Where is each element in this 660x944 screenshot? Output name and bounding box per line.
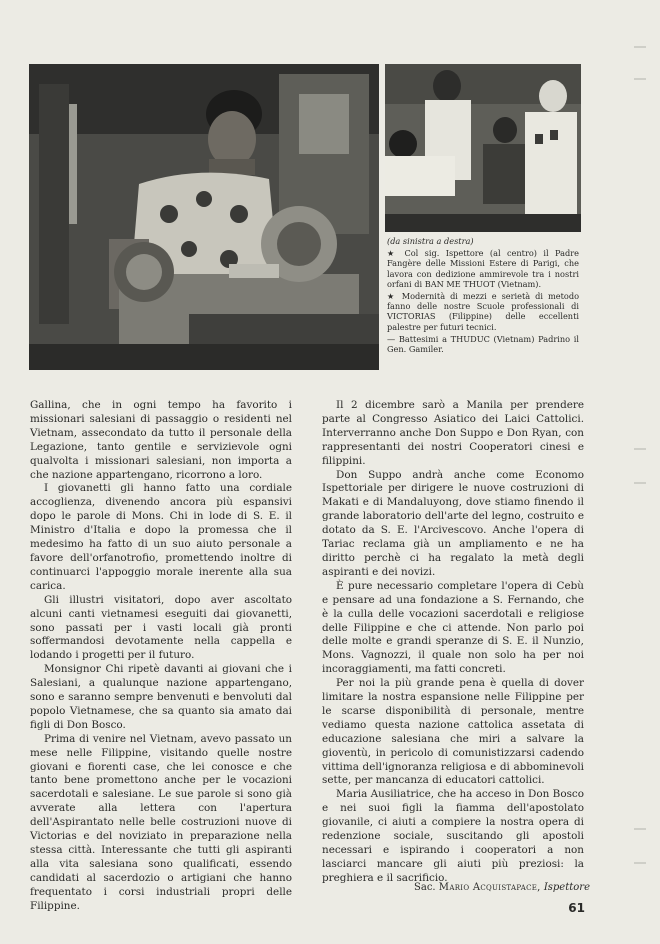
lathe-workshop-image — [29, 64, 379, 370]
edge-mark — [634, 448, 646, 450]
paragraph: Don Suppo andrà anche come Economo Ispettoriale per dirigere le nuove costruzioni di Makati e di Mandaluyong, dove stiamo finendo il grande laboratorio dell'arte del legno, costruito e dotato da S. E. l'Arcivescovo. Anche l'opera di Tariac reclama già un ampliamento e ne ha diritto perchè ci ha regalato la metà degli aspiranti e dei novizi. — [322, 468, 584, 578]
edge-mark — [634, 78, 646, 80]
signature-role: Ispettore — [543, 882, 590, 893]
paragraph: Monsignor Chi ripetè davanti ai giovani che i Salesiani, a qualunque nazione appartengano, sono e saranno sempre benvenuti e benvoluti dal popolo Vietnamese, che sa quanto sia amato dai figli di Don Bosco. — [30, 663, 292, 731]
paragraph: Per noi la più grande pena è quella di dover limitare la nostra espansione nelle Filippine per le scarse disponibilità di personale, mentre vediamo questa nazione cattolica assetata di educazione salesiana che miri a salvare la gioventù, in pericolo di comunistizzarsi cadendo vittima dell'ignoranza religiosa e di abbominevoli sette, per mancanza di educatori cattolici. — [322, 677, 584, 787]
author-signature — [390, 882, 590, 893]
caption-heading: (da sinistra a destra) — [387, 236, 474, 246]
edge-mark — [634, 828, 646, 830]
signature-name: Mario Acquistapace, — [438, 882, 541, 893]
article-column-right — [322, 399, 584, 886]
paragraph: Gallina, che in ogni tempo ha favorito i missionari salesiani di passaggio o residenti nel Vietnam, assecondato da tutto il personale della Legazione, tanto gentile e servizievole ogni qualvolta i missionari salesiani, non importa a che nazione appartengano, ricorrono a loro. — [30, 399, 292, 481]
article-column-left — [30, 399, 292, 914]
photo-lathe-worker — [29, 64, 379, 370]
photo-caption — [387, 236, 579, 368]
paragraph: Gli illustri visitatori, dopo aver ascoltato alcuni canti vietnamesi eseguiti dai giovanetti, sono passati per i vasti locali già pronti soffermandosi devotamente nella cappella e lodando i progetti per il futuro. — [30, 593, 292, 662]
paragraph: Prima di venire nel Vietnam, avevo passato un mese nelle Filippine, visitando quelle nostre giovani e fiorenti case, che lei conosce e che tanto bene promettono anche per le vocazioni sacerdotali e salesiane. Le sue parole si sono già avverate alla lettera con l'apertura dell'Aspirantato nelle belle costruzioni nuove di Victorias e del noviziato in preparazione nella stessa città. Interessante che tutti gli aspiranti alla vita salesiana sono qualificati, essendo candidati al sacerdozio o artigiani che hanno frequentato i corsi industriali propri delle Filippine. — [30, 732, 292, 912]
edge-mark — [634, 862, 646, 864]
signature-prefix: Sac. — [414, 882, 436, 893]
caption-item: ★ Modernità di mezzi e serietà di metodo fanno delle nostre Scuole professionali di VICTORIAS (Filippine) delle eccellenti palestre per futuri tecnici. — [387, 291, 579, 332]
caption-item: ★ Col sig. Ispettore (al centro) il Padre Fangère delle Missioni Estere di Parigi, che lavora con dedizione ammirevole tra i nostri orfani di BAN ME THUOT (Vietnam). — [387, 248, 579, 289]
paragraph: È pure necessario completare l'opera di Cebù e pensare ad una fondazione a S. Fernando, che è la culla delle vocazioni sacerdotali e religiose delle Filippine e che ci attende. Non parlo poi delle molte e grandi speranze di S. E. il Nunzio, Mons. Vagnozzi, il quale non solo ha per noi incoraggiamenti, ma fatti concreti. — [322, 579, 584, 676]
caption-item: — Battesimi a THUDUC (Vietnam) Padrino il Gen. Gamiler. — [387, 333, 579, 355]
edge-mark — [634, 482, 646, 484]
photo-baptism-scene — [385, 64, 581, 232]
paragraph: Maria Ausiliatrice, che ha acceso in Don Bosco e nei suoi figli la fiamma dell'apostolato giovanile, ci aiuti a compiere la nostra opera di redenzione sociale, suscitando gli apostoli necessari e ispirando i cooperatori a non lasciarci mancare gli aiuti più preziosi: la preghiera e il sacrificio. — [322, 788, 584, 884]
paragraph: Il 2 dicembre sarò a Manila per prendere parte al Congresso Asiatico dei Laici Cattolici. Interverranno anche Don Suppo e Don Ryan, con rappresentanti dei nostri Cooperatori cinesi e filippini. — [322, 399, 584, 467]
edge-mark — [634, 46, 646, 48]
paragraph: I giovanetti gli hanno fatto una cordiale accoglienza, divenendo ancora più espansivi dopo le parole di Mons. Chi in lode di S. E. il Ministro d'Italia e dopo la promessa che il medesimo ha fatto di un suo aiuto personale a favore dell'orfanotrofio, promettendo inoltre di continuarci l'appoggio morale inerente alla sua carica. — [30, 482, 292, 592]
baptism-image — [385, 64, 581, 232]
page-number: 61 — [568, 901, 585, 915]
